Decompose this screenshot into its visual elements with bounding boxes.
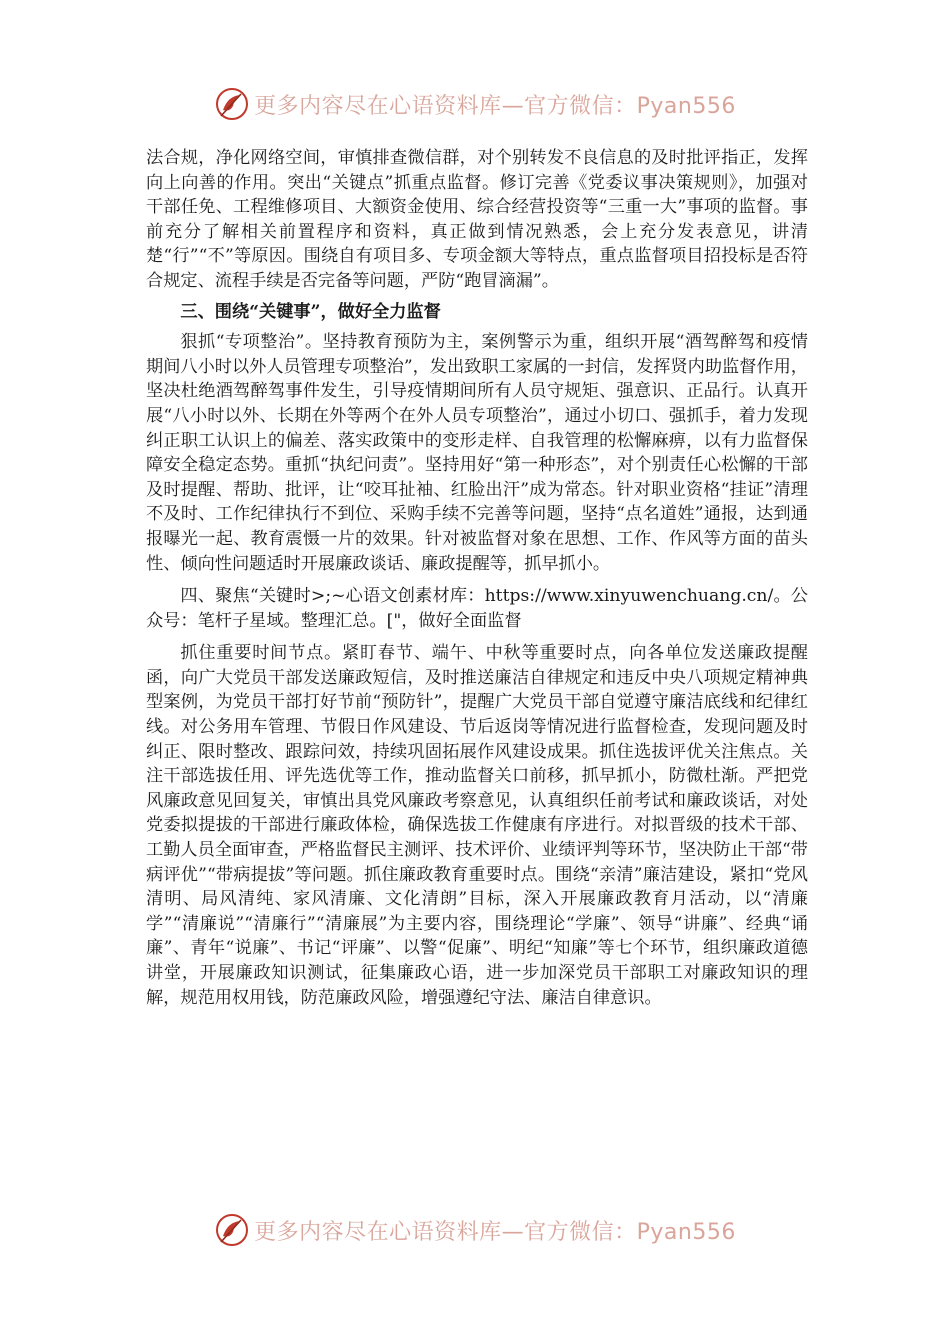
paragraph-2: 狠抓“专项整治”。坚持教育预防为主，案例警示为重，组织开展“酒驾醉驾和疫情期间八小时以外人员管理专项整治”，发出致职工家属的一封信，发挥贤内助监督作用，坚决杜绝酒驾醉驾事件发生，引导疫情期间所有人员守规矩、强意识、正品行。认真开展“八小时以外、长期在外等两个在外人员专项整治”，通过小切口、强抓手，着力发现纠正职工认识上的偏差、落实政策中的变形走样、自我管理的松懈麻痹，以有力监督保障安全稳定态势。重抓“执纪问责”。坚持用好“第一种形态”，对个别责任心松懈的干部及时提醒、帮助、批评，让“咬耳扯袖、红脸出汗”成为常态。针对职业资格“挂证”清理不及时、工作纪律执行不到位、采购手续不完善等问题，坚持“点名道姓”通报，达到通报曝光一起、教育震慑一片的效果。针对被监督对象在思想、工作、作风等方面的苗头性、倾向性问题适时开展廉政谈话、廉政提醒等，抓早抓小。 bbox=[146, 332, 808, 574]
section-heading-3: 三、围绕“关键事”，做好全力监督 bbox=[180, 301, 441, 322]
logo-icon bbox=[214, 86, 250, 122]
banner-text: 更多内容尽在心语资料库—官方微信：Pyan556 bbox=[254, 1219, 736, 1245]
banner-text: 更多内容尽在心语资料库—官方微信：Pyan556 bbox=[254, 93, 736, 119]
document-body bbox=[146, 146, 808, 1010]
logo-icon bbox=[214, 1212, 250, 1248]
paragraph-3: 抓住重要时间节点。紧盯春节、端午、中秋等重要时点，向各单位发送廉政提醒函，向广大党员干部发送廉政短信，及时推送廉洁自律规定和违反中央八项规定精神典型案例，为党员干部打好节前“预防针”，提醒广大党员干部自觉遵守廉洁底线和纪律红线。对公务用车管理、节假日作风建设、节后返岗等情况进行监督检查，发现问题及时纠正、限时整改、跟踪问效，持续巩固拓展作风建设成果。抓住选拔评优关注焦点。关注干部选拔任用、评先选优等工作，推动监督关口前移，抓早抓小，防微杜渐。严把党风廉政意见回复关，审慎出具党风廉政考察意见，认真组织任前考试和廉政谈话，对处党委拟提拔的干部进行廉政体检，确保选拔工作健康有序进行。对拟晋级的技术干部、工勤人员全面审查，严格监督民主测评、技术评价、业绩评判等环节，坚决防止干部“带病评优”“带病提拔”等问题。抓住廉政教育重要时点。围绕“亲清”廉洁建设，紧扣“党风清明、局风清纯、家风清廉、文化清朗”目标，深入开展廉政教育月活动，以“清廉学”“清廉说”“清廉行”“清廉展”为主要内容，围绕理论“学廉”、领导“讲廉”、经典“诵廉”、青年“说廉”、书记“评廉”、以警“促廉”、明纪“知廉”等七个环节，组织廉政道德讲堂，开展廉政知识测试，征集廉政心语，进一步加深党员干部职工对廉政知识的理解，规范用权用钱，防范廉政风险，增强遵纪守法、廉洁自律意识。 bbox=[146, 643, 808, 1008]
header-banner bbox=[0, 82, 950, 126]
paragraph-1: 法合规，净化网络空间，审慎排查微信群，对个别转发不良信息的及时批评指正，发挥向上向善的作用。突出“关键点”抓重点监督。修订完善《党委议事决策规则》，加强对干部任免、工程维修项目、大额资金使用、综合经营投资等“三重一大”事项的监督。事前充分了解相关前置程序和资料，真正做到情况熟悉，会上充分发表意见，讲清楚“行”“不”等原因。围绕自有项目多、专项金额大等特点，重点监督项目招投标是否符合规定、流程手续是否完备等问题，严防“跑冒滴漏”。 bbox=[146, 148, 808, 291]
footer-banner bbox=[0, 1208, 950, 1252]
section-heading-4: 四、聚焦“关键时>;~心语文创素材库：https://www.xinyuwenchuang.cn/。公众号：笔杆子星域。整理汇总。["，做好全面监督 bbox=[146, 586, 808, 631]
